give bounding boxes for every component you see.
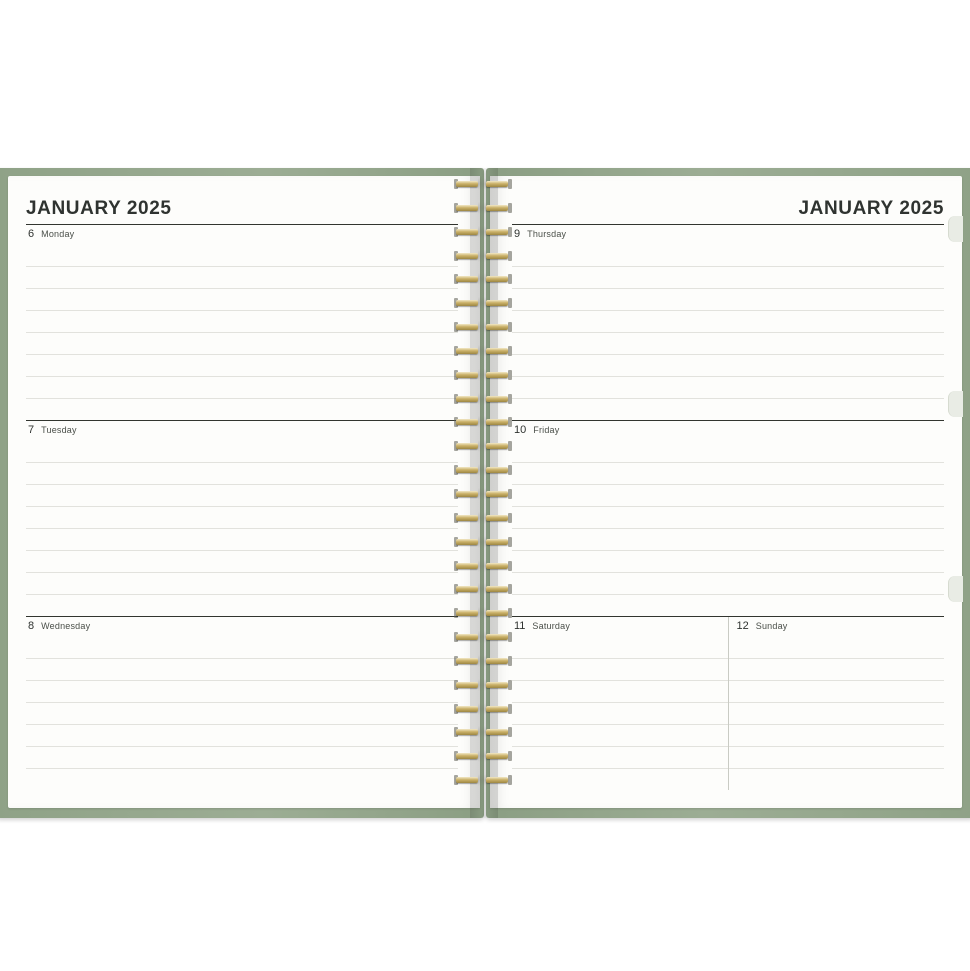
- day-header-friday: [512, 421, 944, 441]
- day-number: 7: [28, 424, 35, 436]
- day-name: Friday: [533, 425, 560, 435]
- wire-segment: [456, 324, 478, 330]
- writing-lines-tuesday[interactable]: [26, 441, 458, 616]
- writing-line[interactable]: [512, 747, 728, 769]
- punch-hole: [508, 751, 512, 761]
- writing-line[interactable]: [26, 681, 458, 703]
- thumb-tab-2[interactable]: [948, 391, 963, 417]
- wire-segment: [456, 181, 478, 187]
- wire-segment: [456, 276, 478, 282]
- writing-line[interactable]: [26, 637, 458, 659]
- day-block-wednesday[interactable]: [26, 617, 458, 790]
- day-name: Sunday: [755, 621, 788, 631]
- writing-line[interactable]: [26, 311, 458, 333]
- wire-segment: [486, 181, 508, 187]
- spiral-loop: [452, 536, 514, 548]
- writing-line[interactable]: [26, 747, 458, 769]
- writing-line[interactable]: [512, 769, 728, 790]
- wire-segment: [456, 563, 478, 569]
- writing-line[interactable]: [26, 595, 458, 616]
- writing-line[interactable]: [512, 311, 944, 333]
- wire-segment: [486, 229, 508, 235]
- day-block-saturday[interactable]: [512, 617, 728, 790]
- day-block-sunday[interactable]: [728, 617, 945, 790]
- spiral-loop: [452, 250, 514, 262]
- writing-lines-wednesday[interactable]: [26, 637, 458, 790]
- day-number: 12: [736, 620, 749, 632]
- punch-hole: [508, 251, 512, 261]
- wire-segment: [486, 253, 508, 259]
- writing-lines-saturday[interactable]: [512, 637, 728, 790]
- punch-hole: [508, 775, 512, 785]
- wire-segment: [486, 467, 508, 473]
- day-header-sunday: [729, 617, 945, 637]
- punch-hole: [508, 704, 512, 714]
- writing-line[interactable]: [26, 573, 458, 595]
- wire-segment: [456, 729, 478, 735]
- wire-segment: [456, 253, 478, 259]
- day-block-thursday[interactable]: [512, 225, 944, 420]
- spiral-loop: [452, 321, 514, 333]
- day-block-tuesday[interactable]: [26, 421, 458, 616]
- left-page-content: [26, 198, 458, 790]
- day-number: 11: [514, 620, 526, 632]
- writing-lines-thursday[interactable]: [512, 245, 944, 420]
- spiral-loop: [452, 655, 514, 667]
- day-header-tuesday: [26, 421, 458, 441]
- writing-line[interactable]: [26, 355, 458, 377]
- writing-line[interactable]: [26, 377, 458, 399]
- spiral-loop: [452, 440, 514, 452]
- wire-segment: [486, 539, 508, 545]
- punch-hole: [508, 584, 512, 594]
- wire-segment: [486, 276, 508, 282]
- day-number: 6: [28, 228, 35, 240]
- wire-segment: [456, 419, 478, 425]
- spiral-loop: [452, 393, 514, 405]
- wire-segment: [456, 515, 478, 521]
- punch-hole: [508, 394, 512, 404]
- spiral-loop: [452, 297, 514, 309]
- writing-line[interactable]: [512, 595, 944, 616]
- wire-segment: [486, 753, 508, 759]
- punch-hole: [508, 274, 512, 284]
- writing-line[interactable]: [512, 529, 944, 551]
- spiral-loop: [452, 369, 514, 381]
- punch-hole: [508, 179, 512, 189]
- wire-segment: [456, 753, 478, 759]
- wire-segment: [486, 586, 508, 592]
- writing-line[interactable]: [26, 245, 458, 267]
- writing-line[interactable]: [26, 485, 458, 507]
- writing-line[interactable]: [26, 769, 458, 790]
- day-number: 9: [514, 228, 521, 240]
- punch-hole: [508, 513, 512, 523]
- wire-segment: [486, 682, 508, 688]
- day-name: Wednesday: [41, 621, 91, 631]
- writing-line[interactable]: [26, 551, 458, 573]
- punch-hole: [508, 417, 512, 427]
- punch-hole: [508, 370, 512, 380]
- writing-line[interactable]: [729, 637, 945, 659]
- writing-line[interactable]: [26, 725, 458, 747]
- punch-hole: [508, 561, 512, 571]
- writing-line[interactable]: [512, 289, 944, 311]
- wire-segment: [456, 610, 478, 616]
- punch-hole: [508, 227, 512, 237]
- writing-line[interactable]: [26, 659, 458, 681]
- right-page-content: [512, 198, 944, 790]
- day-number: 10: [514, 424, 527, 436]
- day-name: Tuesday: [41, 425, 77, 435]
- wire-segment: [486, 205, 508, 211]
- punch-hole: [508, 441, 512, 451]
- writing-line[interactable]: [512, 463, 944, 485]
- wire-segment: [486, 300, 508, 306]
- writing-line[interactable]: [729, 725, 945, 747]
- spiral-loop: [452, 488, 514, 500]
- spiral-loop: [452, 679, 514, 691]
- spiral-loop: [452, 416, 514, 428]
- left-page: [8, 176, 480, 808]
- wire-segment: [486, 419, 508, 425]
- writing-line[interactable]: [512, 725, 728, 747]
- writing-line[interactable]: [512, 573, 944, 595]
- writing-line[interactable]: [512, 485, 944, 507]
- wire-segment: [456, 467, 478, 473]
- wire-segment: [456, 443, 478, 449]
- wire-segment: [456, 682, 478, 688]
- wire-segment: [486, 443, 508, 449]
- writing-line[interactable]: [512, 245, 944, 267]
- writing-line[interactable]: [512, 507, 944, 529]
- day-block-friday[interactable]: [512, 421, 944, 616]
- day-name: Monday: [41, 229, 75, 239]
- writing-line[interactable]: [729, 659, 945, 681]
- wire-segment: [486, 324, 508, 330]
- spiral-loop: [452, 774, 514, 786]
- spiral-loop: [452, 607, 514, 619]
- weekend-row: [512, 617, 944, 790]
- wire-segment: [456, 396, 478, 402]
- writing-line[interactable]: [26, 507, 458, 529]
- punch-hole: [508, 656, 512, 666]
- wire-segment: [486, 610, 508, 616]
- wire-segment: [486, 515, 508, 521]
- spiral-loop: [452, 345, 514, 357]
- writing-line[interactable]: [512, 659, 728, 681]
- spiral-loop: [452, 631, 514, 643]
- writing-line[interactable]: [512, 703, 728, 725]
- writing-line[interactable]: [729, 769, 945, 790]
- wire-segment: [456, 706, 478, 712]
- writing-line[interactable]: [26, 529, 458, 551]
- punch-hole: [508, 537, 512, 547]
- wire-segment: [456, 372, 478, 378]
- writing-line[interactable]: [512, 355, 944, 377]
- writing-line[interactable]: [729, 681, 945, 703]
- wire-segment: [486, 348, 508, 354]
- writing-line[interactable]: [26, 289, 458, 311]
- writing-line[interactable]: [512, 399, 944, 420]
- thumb-tab-1[interactable]: [948, 216, 963, 242]
- day-header-thursday: [512, 225, 944, 245]
- right-page-month-title: JANUARY 2025: [798, 198, 944, 219]
- punch-hole: [508, 632, 512, 642]
- writing-lines-monday[interactable]: [26, 245, 458, 420]
- wire-segment: [486, 634, 508, 640]
- spiral-loop: [452, 178, 514, 190]
- wire-segment: [486, 706, 508, 712]
- day-name: Saturday: [532, 621, 571, 631]
- right-page: [490, 176, 962, 808]
- spiral-loop: [452, 464, 514, 476]
- day-header-monday: [26, 225, 458, 245]
- day-number: 8: [28, 620, 35, 632]
- wire-segment: [456, 205, 478, 211]
- writing-line[interactable]: [729, 747, 945, 769]
- spiral-binding: [452, 178, 514, 798]
- punch-hole: [508, 298, 512, 308]
- writing-line[interactable]: [729, 703, 945, 725]
- spiral-loop: [452, 273, 514, 285]
- writing-line[interactable]: [512, 333, 944, 355]
- writing-line[interactable]: [512, 267, 944, 289]
- writing-line[interactable]: [26, 333, 458, 355]
- day-header-saturday: [512, 617, 728, 637]
- writing-lines-friday[interactable]: [512, 441, 944, 616]
- spiral-loop: [452, 226, 514, 238]
- day-block-monday[interactable]: [26, 225, 458, 420]
- spiral-loop: [452, 750, 514, 762]
- writing-line[interactable]: [26, 399, 458, 420]
- punch-hole: [508, 465, 512, 475]
- wire-segment: [456, 491, 478, 497]
- wire-segment: [486, 729, 508, 735]
- wire-segment: [486, 658, 508, 664]
- thumb-tab-3[interactable]: [948, 576, 963, 602]
- writing-line[interactable]: [26, 267, 458, 289]
- writing-line[interactable]: [512, 441, 944, 463]
- wire-segment: [456, 300, 478, 306]
- wire-segment: [486, 372, 508, 378]
- wire-segment: [486, 777, 508, 783]
- spiral-loop: [452, 560, 514, 572]
- punch-hole: [508, 346, 512, 356]
- wire-segment: [486, 396, 508, 402]
- wire-segment: [486, 563, 508, 569]
- wire-segment: [456, 658, 478, 664]
- punch-hole: [508, 608, 512, 618]
- wire-segment: [486, 491, 508, 497]
- spiral-loop: [452, 703, 514, 715]
- spiral-loop: [452, 512, 514, 524]
- wire-segment: [456, 539, 478, 545]
- writing-line[interactable]: [512, 637, 728, 659]
- spiral-loop: [452, 583, 514, 595]
- wire-segment: [456, 229, 478, 235]
- wire-segment: [456, 348, 478, 354]
- punch-hole: [508, 489, 512, 499]
- writing-line[interactable]: [26, 463, 458, 485]
- spiral-loop: [452, 202, 514, 214]
- writing-lines-sunday[interactable]: [729, 637, 945, 790]
- punch-hole: [508, 203, 512, 213]
- writing-line[interactable]: [512, 551, 944, 573]
- wire-segment: [456, 634, 478, 640]
- writing-line[interactable]: [26, 703, 458, 725]
- wire-segment: [456, 777, 478, 783]
- punch-hole: [508, 727, 512, 737]
- writing-line[interactable]: [512, 377, 944, 399]
- punch-hole: [508, 680, 512, 690]
- punch-hole: [508, 322, 512, 332]
- left-page-month-title: JANUARY 2025: [26, 198, 172, 219]
- writing-line[interactable]: [26, 441, 458, 463]
- writing-line[interactable]: [512, 681, 728, 703]
- day-header-wednesday: [26, 617, 458, 637]
- spiral-loop: [452, 726, 514, 738]
- day-name: Thursday: [527, 229, 567, 239]
- wire-segment: [456, 586, 478, 592]
